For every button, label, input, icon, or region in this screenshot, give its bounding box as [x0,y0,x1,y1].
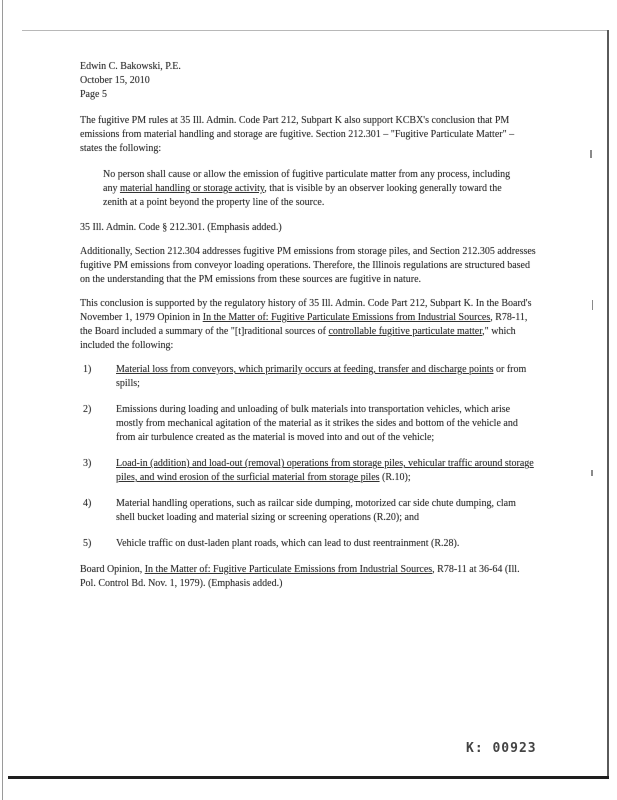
letter-date: October 15, 2010 [80,75,150,86]
scan-speck [590,150,592,158]
sources-list [80,363,536,551]
list-item [80,497,536,525]
history-text-before: This conclusion is supported by the regulatory history of 35 Ill. Admin. Code Part 212, Subpart K. In the Board's November 1, 1979 Opinion in [80,298,532,323]
scan-speck [591,470,593,476]
scan-rule-bottom [8,776,609,779]
scan-edge-right [607,30,609,778]
recipient-name: Edwin C. Bakowski, P.E. [80,61,181,72]
list-item-text: Material handling operations, such as railcar side dumping, motorized car side chute dumping, clam shell bucket loading and material sizing or screening operations (R.20); and [116,498,516,523]
history-case-name: In the Matter of: Fugitive Particulate Emissions from Industrial Sources [202,312,491,323]
list-item-text: Emissions during loading and unloading of bulk materials into transportation vehicles, which arise mostly from mechanical agitation of the material as it strikes the sides and bottom of the vehicle and from air turbulence created as the material is moved into and out of the vehicle; [116,404,518,443]
board-text-before: Board Opinion, [80,564,145,575]
history-paragraph [80,297,536,353]
history-text-middle: , R78-11, the Board included a summary of the "[t]raditional sources of [80,312,528,337]
history-underlined-phrase: controllable fugitive particulate matter [328,326,483,337]
board-case-name: In the Matter of: Fugitive Particulate Emissions from Industrial Sources [144,564,433,575]
list-item-number: 1) [83,364,92,375]
list-item-number: 4) [83,498,92,509]
quote-emphasis: material handling or storage activity [119,183,265,194]
list-item-text: Vehicle traffic on dust-laden plant roads, which can lead to dust reentrainment (R.28). [116,538,460,549]
list-item [80,537,536,551]
intro-paragraph: The fugitive PM rules at 35 Ill. Admin. Code Part 212, Subpart K also support KCBX's conclusion that PM emissions from material handling and storage are fugitive. Section 212.301 – "Fugitive Particulate Matter" – states the following: [80,115,515,154]
board-citation-paragraph [80,563,536,591]
list-item-number: 2) [83,404,92,415]
history-text-after: ," which included the following: [80,326,516,351]
list-item-underlined: Load-in (addition) and load-out (removal) operations from storage piles, vehicular traffic around storage piles, and wind erosion of the surficial material from storage piles [116,458,534,483]
regulation-quote [103,168,516,210]
citation-paragraph: 35 Ill. Admin. Code § 212.301. (Emphasis added.) [80,222,282,233]
letter-header [80,60,536,102]
quote-text-after: , that is visible by an observer looking generally toward the zenith at a point beyond the property line of the source. [103,183,502,208]
page-number: Page 5 [80,89,107,100]
list-item [80,363,536,391]
board-text-after: , R78-11 at 36-64 (Ill. Pol. Control Bd. Nov. 1, 1979). (Emphasis added.) [80,564,520,589]
list-item [80,457,536,485]
list-item-text: or from spills; [116,364,527,389]
list-item-number: 3) [83,458,92,469]
list-item-text: (R.10); [379,472,411,483]
bates-number: K: 00923 [466,741,537,756]
quote-text-before: No person shall cause or allow the emission of fugitive particulate matter from any process, including any [103,169,511,194]
list-item [80,403,536,445]
scan-rule-top [22,30,607,31]
scan-speck [592,300,593,310]
list-item-underlined: Material loss from conveyors, which primarily occurs at feeding, transfer and discharge points [116,364,494,375]
additional-paragraph: Additionally, Section 212.304 addresses fugitive PM emissions from storage piles, and Section 212.305 addresses fugitive PM emissions from conveyor loading operations. Therefore, the Illinois regulations are structured based on the understanding that the PM emissions from these sources are fugitive in nature. [80,246,536,285]
letter-body [80,60,536,591]
scan-edge-left [2,0,3,800]
list-item-number: 5) [83,538,92,549]
